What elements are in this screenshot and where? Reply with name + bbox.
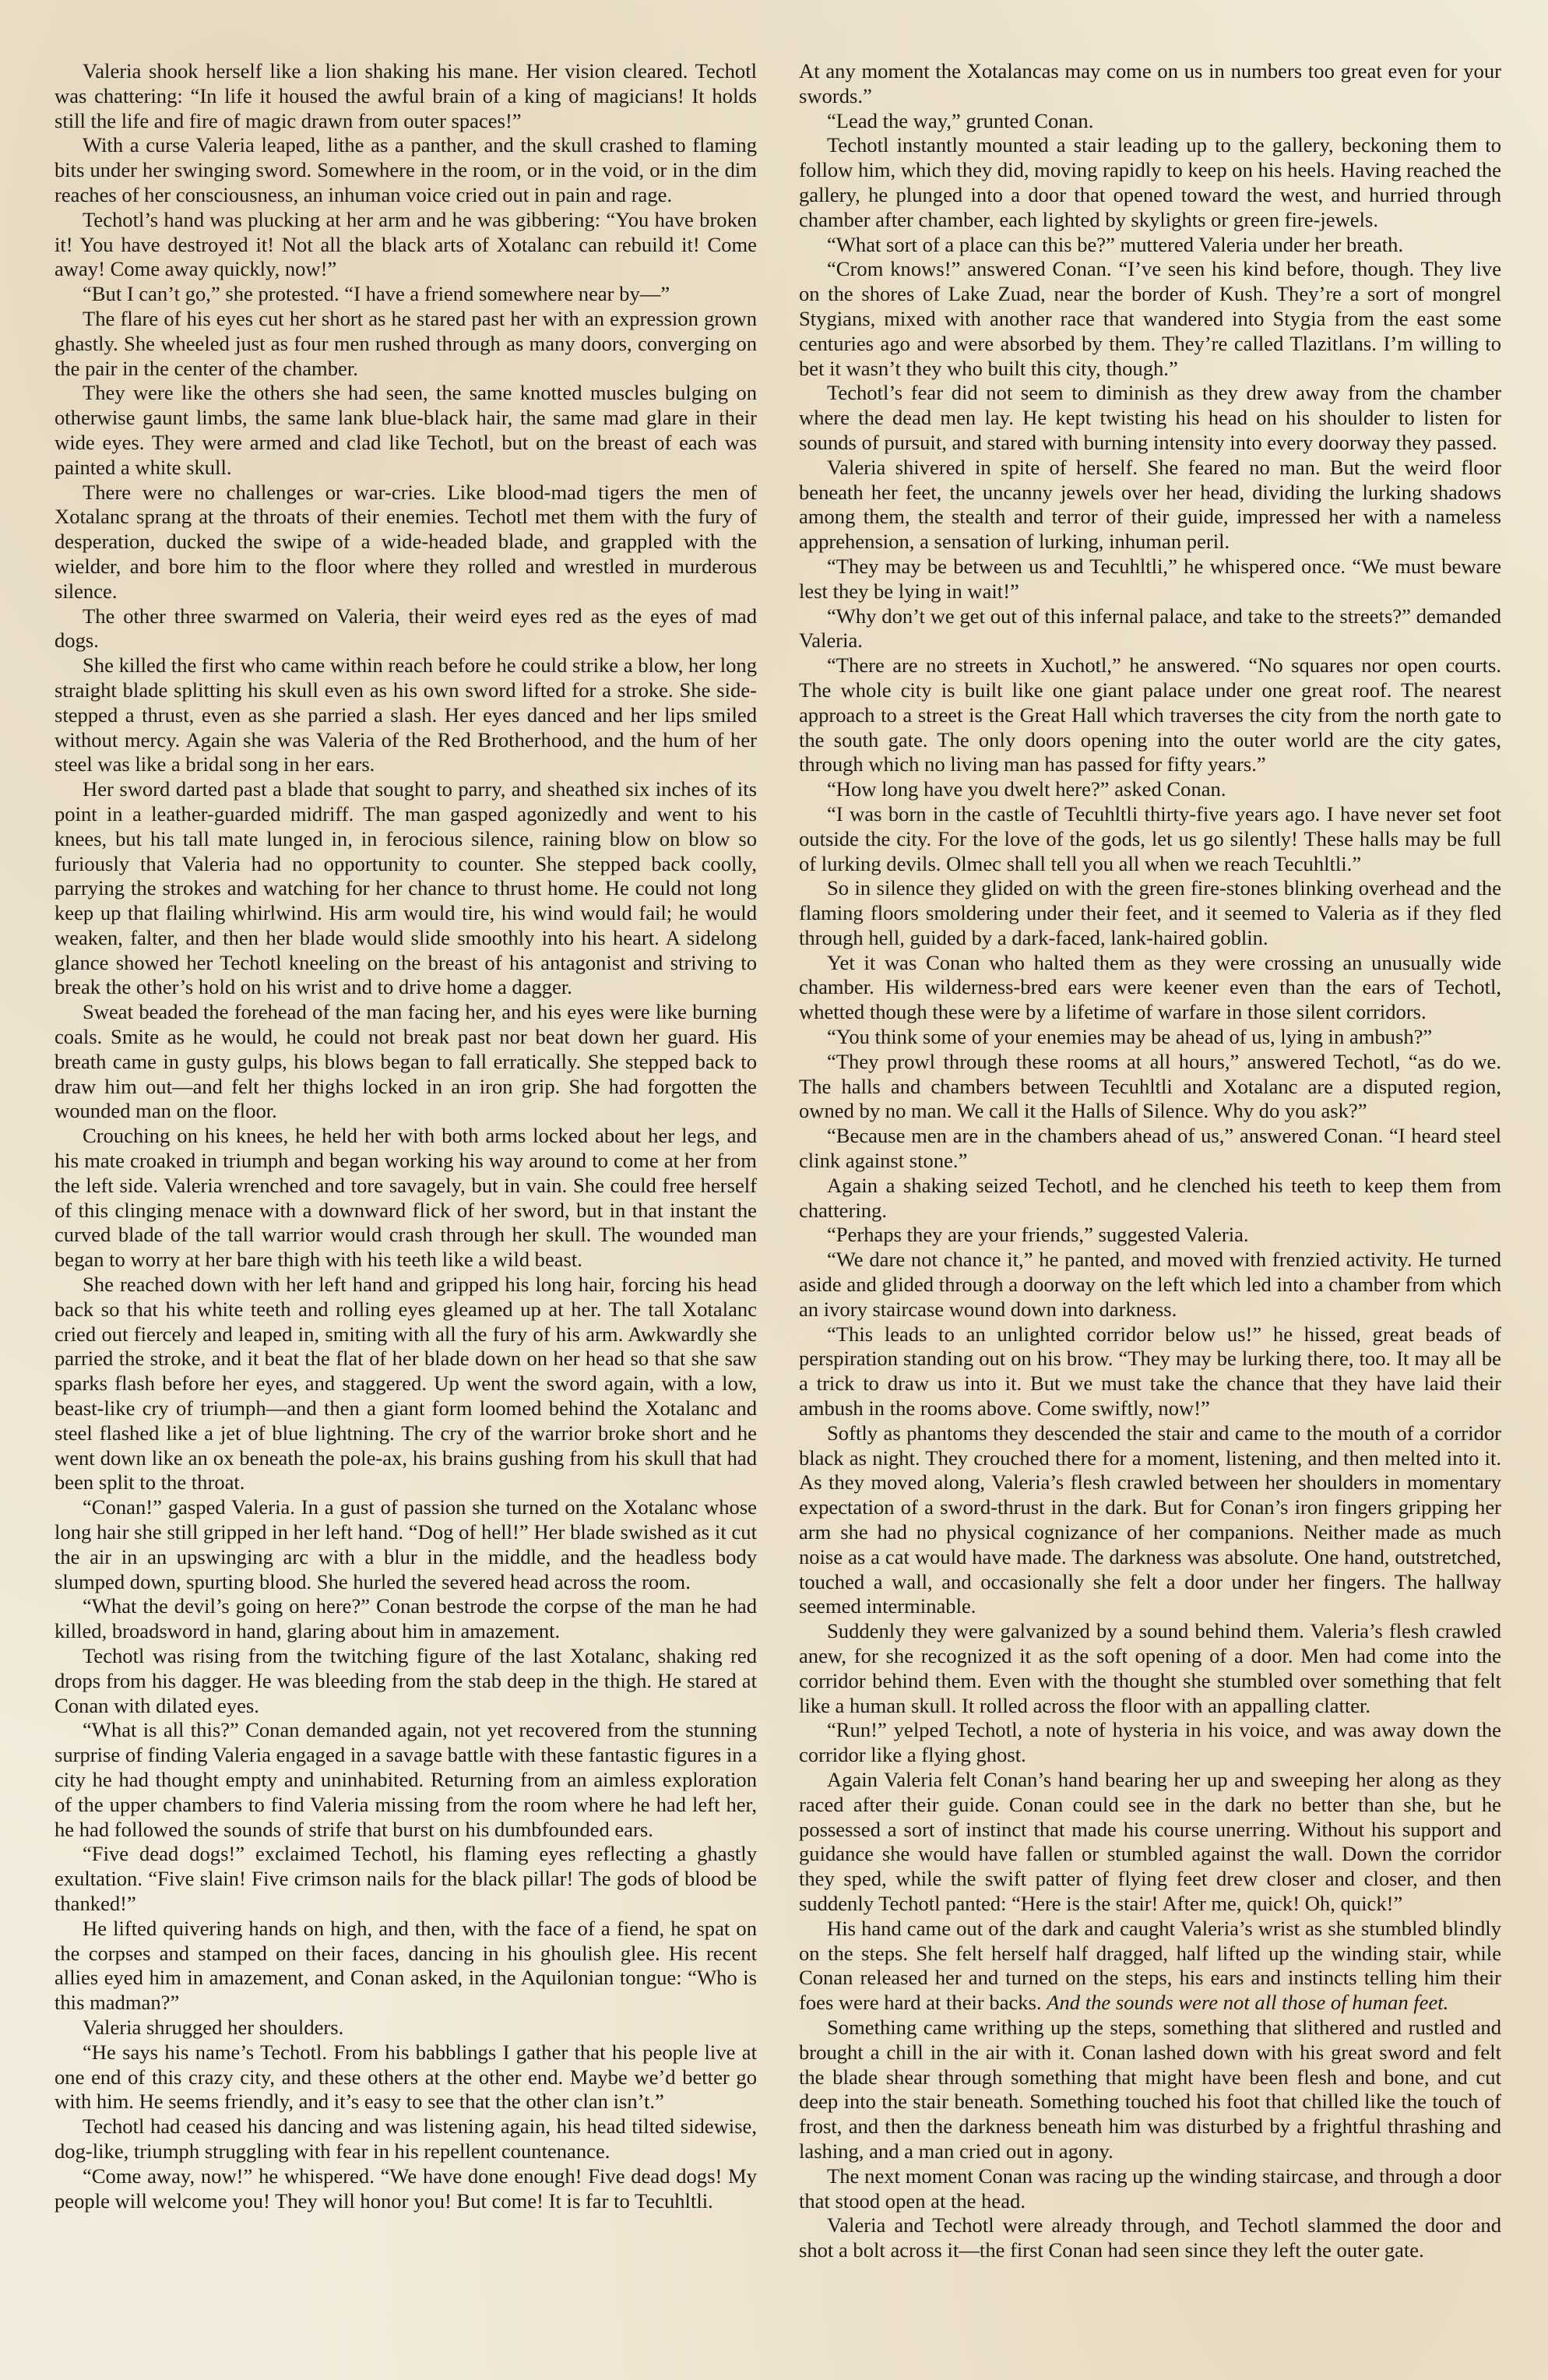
paragraph <box>799 257 1501 381</box>
paragraph <box>55 604 757 654</box>
paragraph-text: So in silence they glided on with the green fire-stones blinking overhead and the flaming floors smoldering under their feet, and it seemed to Valeria as if they fled through hell, guided by a dark-faced, lank-haired goblin. <box>799 876 1501 949</box>
paragraph-text: “How long have you dwelt here?” asked Conan. <box>827 777 1226 801</box>
paragraph-text: Valeria shivered in spite of herself. She feared no man. But the weird floor beneath her feet, the uncanny jewels over her head, dividing the lurking shadows among them, the stealth and terror of their guide, impressed her with a nameless apprehension, a sensation of lurking, inhuman peril. <box>799 455 1501 554</box>
paragraph-text: Techotl was rising from the twitching figure of the last Xotalanc, shaking red drops from his dagger. He was bleeding from the stab deep in the thigh. He stared at Conan with dilated eyes. <box>55 1644 757 1717</box>
paragraph-text: Again Valeria felt Conan’s hand bearing her up and sweeping her along as they raced after their guide. Conan could see in the dark no better than she, but he possessed a sort of instinct that made his course unerring. Without his support and guidance she would have fallen or stumbled against the wall. Down the corridor they sped, while the swift patter of flying feet drew closer and closer, and then suddenly Techotl panted: “Here is the stair! After me, quick! Oh, quick!” <box>799 1767 1501 1915</box>
paragraph <box>55 282 757 307</box>
paragraph-text: They were like the others she had seen, the same knotted muscles bulging on otherwise gaunt limbs, the same lank blue-black hair, the same mad glare in their wide eyes. They were armed and clad like Techotl, but on the breast of each was painted a white skull. <box>55 381 757 479</box>
paragraph <box>55 1594 757 1644</box>
paragraph-text: “Come away, now!” he whispered. “We have done enough! Five dead dogs! My people will welcome you! They will honor you! But come! It is far to Tecuhltli. <box>55 2163 757 2213</box>
paragraph <box>55 307 757 381</box>
paragraph-text: Valeria and Techotl were already through, and Techotl slammed the door and shot a bolt across it—the first Conan had seen since they left the outer gate. <box>799 2213 1501 2262</box>
paragraph-text: “What the devil’s going on here?” Conan bestrode the corpse of the man he had killed, broadsword in hand, glaring about him in amazement. <box>55 1594 757 1643</box>
paragraph <box>799 1421 1501 1619</box>
paragraph-text: The other three swarmed on Valeria, their weird eyes red as the eyes of mad dogs. <box>55 604 757 653</box>
paragraph <box>799 456 1501 555</box>
paragraph-text: Techotl instantly mounted a stair leading up to the gallery, beckoning them to follow him, which they did, moving rapidly to keep on his heels. Having reached the gallery, he plunged into a door that opened toward the west, and hurried through chamber after chamber, each lighted by skylights or green fire-jewels. <box>799 133 1501 231</box>
paragraph-text: “Five dead dogs!” exclaimed Techotl, his flaming eyes reflecting a ghastly exultation. “Five slain! Five crimson nails for the black pillar! The gods of blood be thanked!” <box>55 1842 757 1915</box>
paragraph-text: Suddenly they were galvanized by a sound behind them. Valeria’s flesh crawled anew, for she recognized it as the soft opening of a door. Men had come into the corridor behind them. Even with the thought she stumbled over something that felt like a human skull. It rolled across the floor with an appalling clatter. <box>799 1619 1501 1717</box>
paragraph <box>55 2164 757 2214</box>
paragraph-text: Techotl’s hand was plucking at her arm and he was gibbering: “You have broken it! You have destroyed it! Not all the black arts of Xotalanc can rebuild it! Come away! Come away quickly, now!” <box>55 207 757 281</box>
paragraph-text: She killed the first who came within reach before he could strike a blow, her long straight blade splitting his skull even as his own sword lifted for a stroke. She side-stepped a thrust, even as she parried a slash. Her eyes danced and her lips smiled without mercy. Again she was Valeria of the Red Brotherhood, and the hum of her steel was like a bridal song in her ears. <box>55 653 757 776</box>
paragraph-text: “There are no streets in Xuchotl,” he answered. “No squares nor open courts. The whole city is built like one giant palace under one great roof. The nearest approach to a street is the Great Hall which traverses the city from the north gate to the south gate. The only doors opening into the outer world are the city gates, through which no living man has passed for fifty years.” <box>799 653 1501 776</box>
paragraph-text: “What is all this?” Conan demanded again, not yet recovered from the stunning surprise of finding Valeria engaged in a savage battle with these fantastic figures in a city he had thought empty and uninhabited. Returning from an aimless exploration of the upper chambers to find Valeria missing from the room where he had left her, he had followed the sounds of strife that burst on his dumbfounded ears. <box>55 1718 757 1841</box>
paragraph <box>799 1718 1501 1768</box>
paragraph <box>55 381 757 480</box>
paragraph-text: “They may be between us and Tecuhltli,” he whispered once. “We must beware lest they be lying in wait!” <box>799 554 1501 603</box>
paragraph-text: There were no challenges or war-cries. Like blood-mad tigers the men of Xotalanc sprang at the throats of their enemies. Techotl met them with the fury of desperation, ducked the swipe of a wide-headed blade, and grappled with the wielder, and bore him to the floor where they rolled and wrestled in murderous silence. <box>55 480 757 603</box>
paragraph <box>799 1248 1501 1322</box>
paragraph <box>55 1000 757 1124</box>
paragraph <box>55 1124 757 1273</box>
paragraph-text: “He says his name’s Techotl. From his babblings I gather that his people live at one end of this crazy city, and these others at the other end. Maybe we’d better go with him. He seems friendly, and it’s easy to see that the other clan isn’t.” <box>55 2040 757 2114</box>
paragraph <box>799 777 1501 802</box>
paragraph-text: Sweat beaded the forehead of the man facing her, and his eyes were like burning coals. Smite as he would, he could not break past nor beat down her guard. His breath came in gusty gulps, his blows began to fall erratically. She stepped back to draw him out—and felt her thighs locked in an iron grip. She had forgotten the wounded man on the floor. <box>55 1000 757 1123</box>
paragraph-text: She reached down with her left hand and gripped his long hair, forcing his head back so that his white teeth and rolling eyes gleamed up at her. The tall Xotalanc cried out fiercely and leaped in, smiting with all the fury of his arm. Awkwardly she parried the stroke, and it beat the flat of her blade down on her head so that she saw sparks flash before her eyes, and staggered. Up went the sword again, with a low, beast-like cry of triumph—and then a giant form loomed behind the Xotalanc and steel flashed like a jet of blue lightning. The cry of the warrior broke short and he went down like an ox beneath the pole-ax, his brains gushing from his skull that had been split to the throat. <box>55 1273 757 1495</box>
paragraph <box>55 481 757 604</box>
paragraph-text: Her sword darted past a blade that sought to parry, and sheathed six inches of its point in a leather-guarded midriff. The man gasped agonizedly and went to his knees, but his tall mate lunged in, in ferocious silence, raining blow on blow so furiously that Valeria had no opportunity to counter. She stepped back coolly, parrying the strokes and watching for her chance to thrust home. He could not long keep up that flailing whirlwind. His arm would tire, his wind would fail; he would weaken, falter, and then her blade would slide smoothly into his heart. A sidelong glance showed her Techotl kneeling on the breast of his antagonist and striving to break the other’s hold on his wrist and to drive home a dagger. <box>55 777 757 999</box>
paragraph <box>55 2040 757 2114</box>
paragraph <box>799 1619 1501 1718</box>
paragraph-text: “I was born in the castle of Tecuhltli thirty-five years ago. I have never set foot outside the city. For the love of the gods, let us go silently! These halls may be full of lurking devils. Olmec shall tell you all when we reach Tecuhltli.” <box>799 801 1501 875</box>
paragraph-text: “But I can’t go,” she protested. “I have a friend somewhere near by—” <box>83 282 670 306</box>
paragraph <box>55 1273 757 1495</box>
paragraph <box>799 233 1501 258</box>
paragraph <box>55 2114 757 2164</box>
paragraph-text: With a curse Valeria leaped, lithe as a panther, and the skull crashed to flaming bits under her swinging sword. Somewhere in the room, or in the void, or in the dim reaches of her consciousness, an inhuman voice cried out in pain and rage. <box>55 133 757 206</box>
paragraph <box>799 381 1501 455</box>
paragraph-text: “What sort of a place can this be?” muttered Valeria under her breath. <box>827 232 1404 256</box>
paragraph-emphasis: And the sounds were not all those of human feet. <box>1047 1991 1449 2015</box>
paragraph <box>55 133 757 207</box>
paragraph <box>799 1322 1501 1421</box>
paragraph <box>55 59 757 133</box>
paragraph <box>799 802 1501 876</box>
left-text-column <box>55 59 757 2349</box>
paragraph-text: The next moment Conan was racing up the winding staircase, and through a door that stood open at the head. <box>799 2163 1501 2213</box>
paragraph <box>55 1917 757 2016</box>
paragraph-text: Crouching on his knees, he held her with both arms locked about her legs, and his mate croaked in triumph and began working his way around to come at her from the left side. Valeria wrenched and tore savagely, but in vain. She could free herself of this clinging menace with a downward flick of her sword, but in that instant the curved blade of the tall warrior would crash through her skull. The wounded man began to worry at her bare thigh with his teeth like a wild beast. <box>55 1124 757 1272</box>
paragraph-text: Valeria shrugged her shoulders. <box>83 2015 344 2039</box>
paragraph <box>799 1223 1501 1248</box>
paragraph <box>799 1917 1501 2016</box>
right-text-column <box>799 59 1501 2349</box>
paragraph-text: “Why don’t we get out of this infernal palace, and take to the streets?” demanded Valeria. <box>799 604 1501 653</box>
paragraph <box>799 951 1501 1025</box>
paragraph-text: “Run!” yelped Techotl, a note of hysteria in his voice, and was away down the corridor like a flying ghost. <box>799 1718 1501 1767</box>
paragraph <box>799 109 1501 134</box>
paragraph <box>799 604 1501 654</box>
paragraph <box>799 555 1501 604</box>
paragraph <box>799 59 1501 109</box>
paragraph <box>799 1025 1501 1050</box>
paragraph <box>55 208 757 282</box>
paragraph-text: The flare of his eyes cut her short as he stared past her with an expression grown ghastly. She wheeled just as four men rushed through as many doors, converging on the pair in the center of the chamber. <box>55 306 757 380</box>
paragraph-text: “They prowl through these rooms at all hours,” answered Techotl, “as do we. The halls and chambers between Tecuhltli and Xotalanc are a disputed region, owned by no man. We call it the Halls of Silence. Why do you ask?” <box>799 1049 1501 1123</box>
paragraph <box>799 1174 1501 1223</box>
paragraph <box>55 777 757 1000</box>
paragraph-text: “Lead the way,” grunted Conan. <box>827 108 1094 132</box>
paragraph <box>799 1768 1501 1917</box>
paragraph-text: Softly as phantoms they descended the stair and came to the mouth of a corridor black as night. They crouched there for a moment, listening, and then melted into it. As they moved along, Valeria’s flesh crawled between her shoulders in momentary expectation of a sword-thrust in the dark. But for Conan’s iron fingers gripping her arm she had no physical cognizance of her companions. Neither made as much noise as a cat would have made. The darkness was absolute. One hand, outstretched, touched a wall, and occasionally she felt a door under her fingers. The hallway seemed interminable. <box>799 1421 1501 1618</box>
paragraph <box>55 1718 757 1842</box>
paragraph-text: Something came writhing up the steps, something that slithered and rustled and brought a chill in the air with it. Conan lashed down with his great sword and felt the blade shear through something that might have been flesh and bone, and cut deep into the stair beneath. Something touched his foot that chilled like the touch of frost, and then the darkness beneath him was disturbed by a frightful thrashing and lashing, and a man cried out in agony. <box>799 2015 1501 2163</box>
paragraph-text: “Perhaps they are your friends,” suggested Valeria. <box>827 1223 1249 1247</box>
paragraph <box>799 133 1501 232</box>
paragraph <box>799 1050 1501 1124</box>
paragraph <box>55 2016 757 2040</box>
paragraph <box>799 2016 1501 2164</box>
paragraph-text: At any moment the Xotalancas may come on us in numbers too great even for your swords.” <box>799 59 1501 107</box>
paragraph-text: “Because men are in the chambers ahead of us,” answered Conan. “I heard steel clink against stone.” <box>799 1124 1501 1173</box>
paragraph-text: Yet it was Conan who halted them as they were crossing an unusually wide chamber. His wilderness-bred ears were keener even than the ears of Techotl, whetted though these were by a lifetime of warfare in those silent corridors. <box>799 950 1501 1024</box>
paragraph <box>55 1644 757 1718</box>
paragraph <box>799 876 1501 950</box>
paragraph-text: “Conan!” gasped Valeria. In a gust of passion she turned on the Xotalanc whose long hair she still gripped in her left hand. “Dog of hell!” Her blade swished as it cut the air in an upswinging arc with a blur in the middle, and the headless body slumped down, spurting blood. She hurled the severed head across the room. <box>55 1495 757 1593</box>
paragraph <box>55 1495 757 1594</box>
paragraph-text: “This leads to an unlighted corridor below us!” he hissed, great beads of perspiration standing out on his brow. “They may be lurking there, too. It may all be a trick to draw us into it. But we must take the chance that they have laid their ambush in the rooms above. Come swiftly, now!” <box>799 1322 1501 1421</box>
paragraph-text: Valeria shook herself like a lion shaking his mane. Her vision cleared. Techotl was chattering: “In life it housed the awful brain of a king of magicians! It holds still the life and fire of magic drawn from outer spaces!” <box>55 59 757 132</box>
paragraph-text: Techotl had ceased his dancing and was listening again, his head tilted sidewise, dog-like, triumph struggling with fear in his repellent countenance. <box>55 2114 757 2163</box>
paragraph <box>799 653 1501 777</box>
paragraph-text: He lifted quivering hands on high, and then, with the face of a fiend, he spat on the corpses and stamped on their faces, dancing in his ghoulish glee. His recent allies eyed him in amazement, and Conan asked, in the Aquilonian tongue: “Who is this madman?” <box>55 1916 757 2015</box>
paragraph <box>799 1124 1501 1174</box>
paragraph-text: “We dare not chance it,” he panted, and moved with frenzied activity. He turned aside and glided through a doorway on the left which led into a chamber from which an ivory staircase wound down into darkness. <box>799 1248 1501 1321</box>
paragraph-text: Again a shaking seized Techotl, and he clenched his teeth to keep them from chattering. <box>799 1173 1501 1222</box>
paragraph <box>799 2213 1501 2263</box>
paragraph-text: “You think some of your enemies may be ahead of us, lying in ambush?” <box>827 1025 1433 1049</box>
paragraph <box>55 653 757 777</box>
paragraph-text: His hand came out of the dark and caught Valeria’s wrist as she stumbled blindly on the steps. She felt herself half dragged, half lifted up the winding stair, while Conan released her and turned on the steps, his ears and instincts telling him their foes were hard at their backs. <box>799 1916 1501 2015</box>
paragraph-text: “Crom knows!” answered Conan. “I’ve seen his kind before, though. They live on the shores of Lake Zuad, near the border of Kush. They’re a sort of mongrel Stygians, mixed with another race that wandered into Stygia from the east some centuries ago and were absorbed by them. They’re called Tlazitlans. I’m willing to bet it wasn’t they who built this city, though.” <box>799 257 1501 380</box>
paragraph-text: Techotl’s fear did not seem to diminish as they drew away from the chamber where the dead men lay. He kept twisting his head on his shoulder to listen for sounds of pursuit, and stared with burning intensity into every doorway they passed. <box>799 381 1501 454</box>
paragraph <box>55 1842 757 1916</box>
paragraph <box>799 2164 1501 2214</box>
